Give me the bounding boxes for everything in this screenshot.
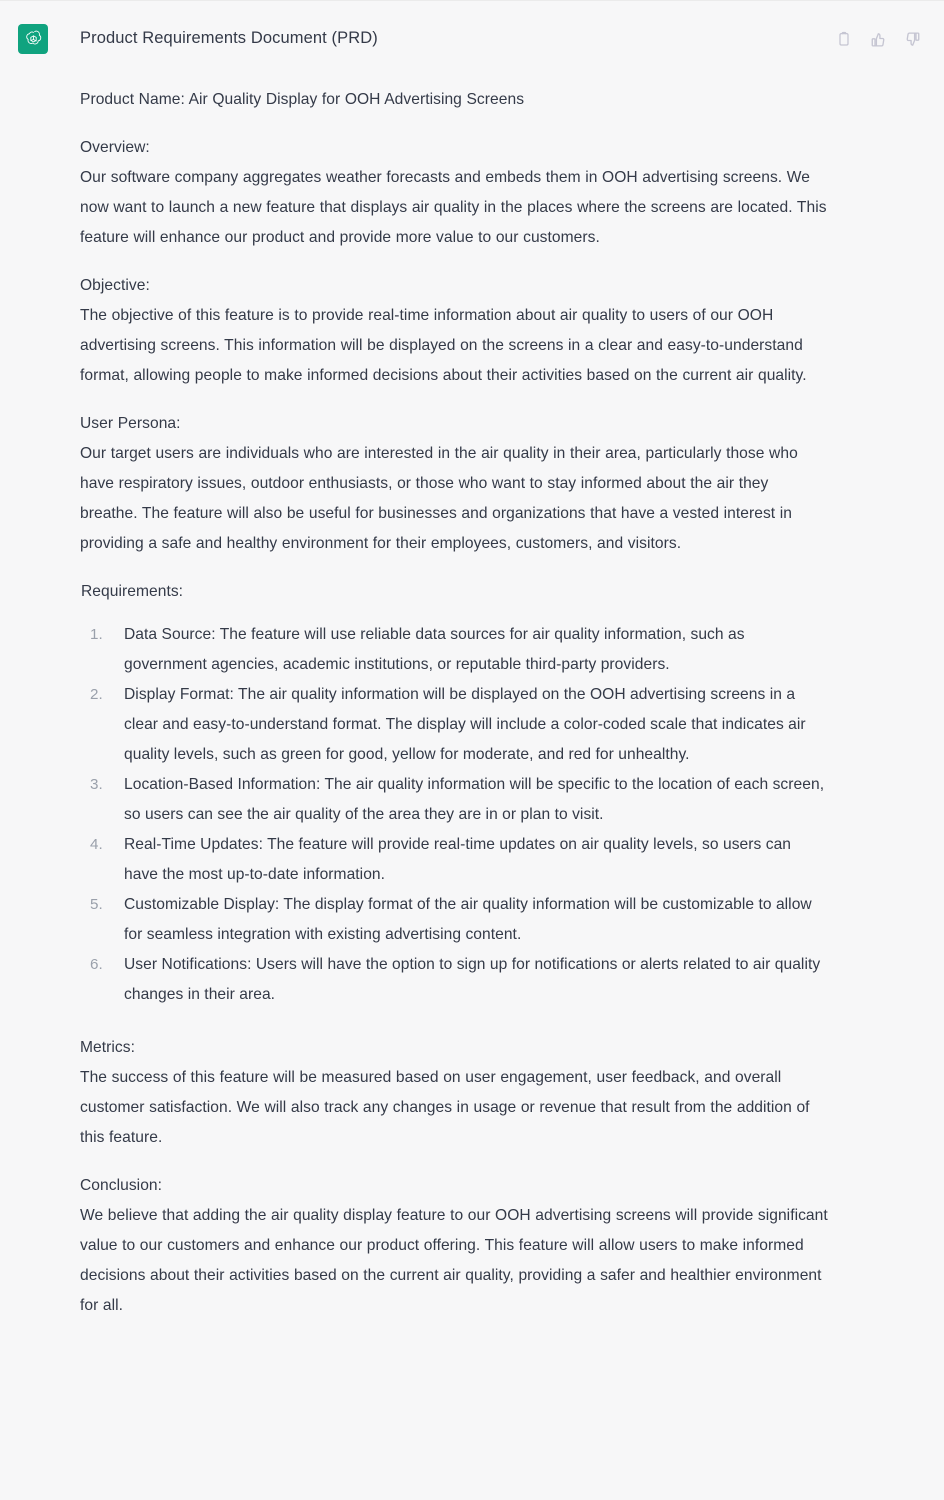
conclusion-section [80,1171,828,1321]
requirements-label: Requirements: [81,583,184,600]
list-item: Display Format: The air quality information will be displayed on the OOH advertising screens in a clear and easy-to-understand format. The display will include a color-coded scale that indicates air quality levels, such as green for good, yellow for moderate, and red for unhealthy. [124,686,806,763]
document-body [0,85,828,1321]
conclusion-label: Conclusion: [80,1177,163,1194]
user-persona-label: User Persona: [80,415,181,432]
thumbs-down-icon[interactable] [900,27,924,51]
thumbs-up-icon[interactable] [866,27,890,51]
product-name-line: Product Name: Air Quality Display for OOH Advertising Screens [80,91,525,108]
metrics-text: The success of this feature will be measured based on user engagement, user feedback, and overall customer satisfaction. We will also track any changes in usage or revenue that result from the addition of this feature. [80,1069,810,1146]
requirements-list [80,620,828,1010]
message-header [0,1,944,54]
objective-section [80,271,828,391]
metrics-section [80,1033,828,1153]
list-item: User Notifications: Users will have the option to sign up for notifications or alerts related to air quality changes in their area. [124,956,821,1003]
list-item: Customizable Display: The display format of the air quality information will be customizable to allow for seamless integration with existing advertising content. [124,896,812,943]
list-item: Real-Time Updates: The feature will provide real-time updates on air quality levels, so users can have the most up-to-date information. [124,836,792,883]
copy-icon[interactable] [832,27,856,51]
overview-text: Our software company aggregates weather forecasts and embeds them in OOH advertising screens. We now want to launch a new feature that displays air quality in the places where the screens are located. This feature will enhance our product and provide more value to our customers. [80,169,827,246]
user-persona-text: Our target users are individuals who are interested in the air quality in their area, particularly those who have respiratory issues, outdoor enthusiasts, or those who want to stay informed about the air they breathe. The feature will also be useful for businesses and organizations that have a vested interest in providing a safe and healthy environment for their employees, customers, and visitors. [80,445,798,552]
objective-text: The objective of this feature is to provide real-time information about air quality to users of our OOH advertising screens. This information will be displayed on the screens in a clear and easy-to-understand format, allowing people to make informed decisions about their activities based on the current air quality. [80,307,807,384]
openai-logo-icon [18,24,48,54]
metrics-label: Metrics: [80,1039,135,1056]
overview-label: Overview: [80,139,150,156]
user-persona-section [80,409,828,559]
page-title: Product Requirements Document (PRD) [80,29,378,47]
overview-section [80,133,828,253]
conclusion-text: We believe that adding the air quality display feature to our OOH advertising screens will provide significant value to our customers and enhance our product offering. This feature will allow users to make informed decisions about their activities based on the current air quality, providing a safer and healthier environment for all. [80,1207,828,1314]
message-actions [832,27,924,51]
objective-label: Objective: [80,277,150,294]
list-item: Location-Based Information: The air quality information will be specific to the location of each screen, so users can see the air quality of the area they are in or plan to visit. [124,776,825,823]
list-item: Data Source: The feature will use reliable data sources for air quality information, such as government agencies, academic institutions, or reputable third-party providers. [124,626,745,673]
